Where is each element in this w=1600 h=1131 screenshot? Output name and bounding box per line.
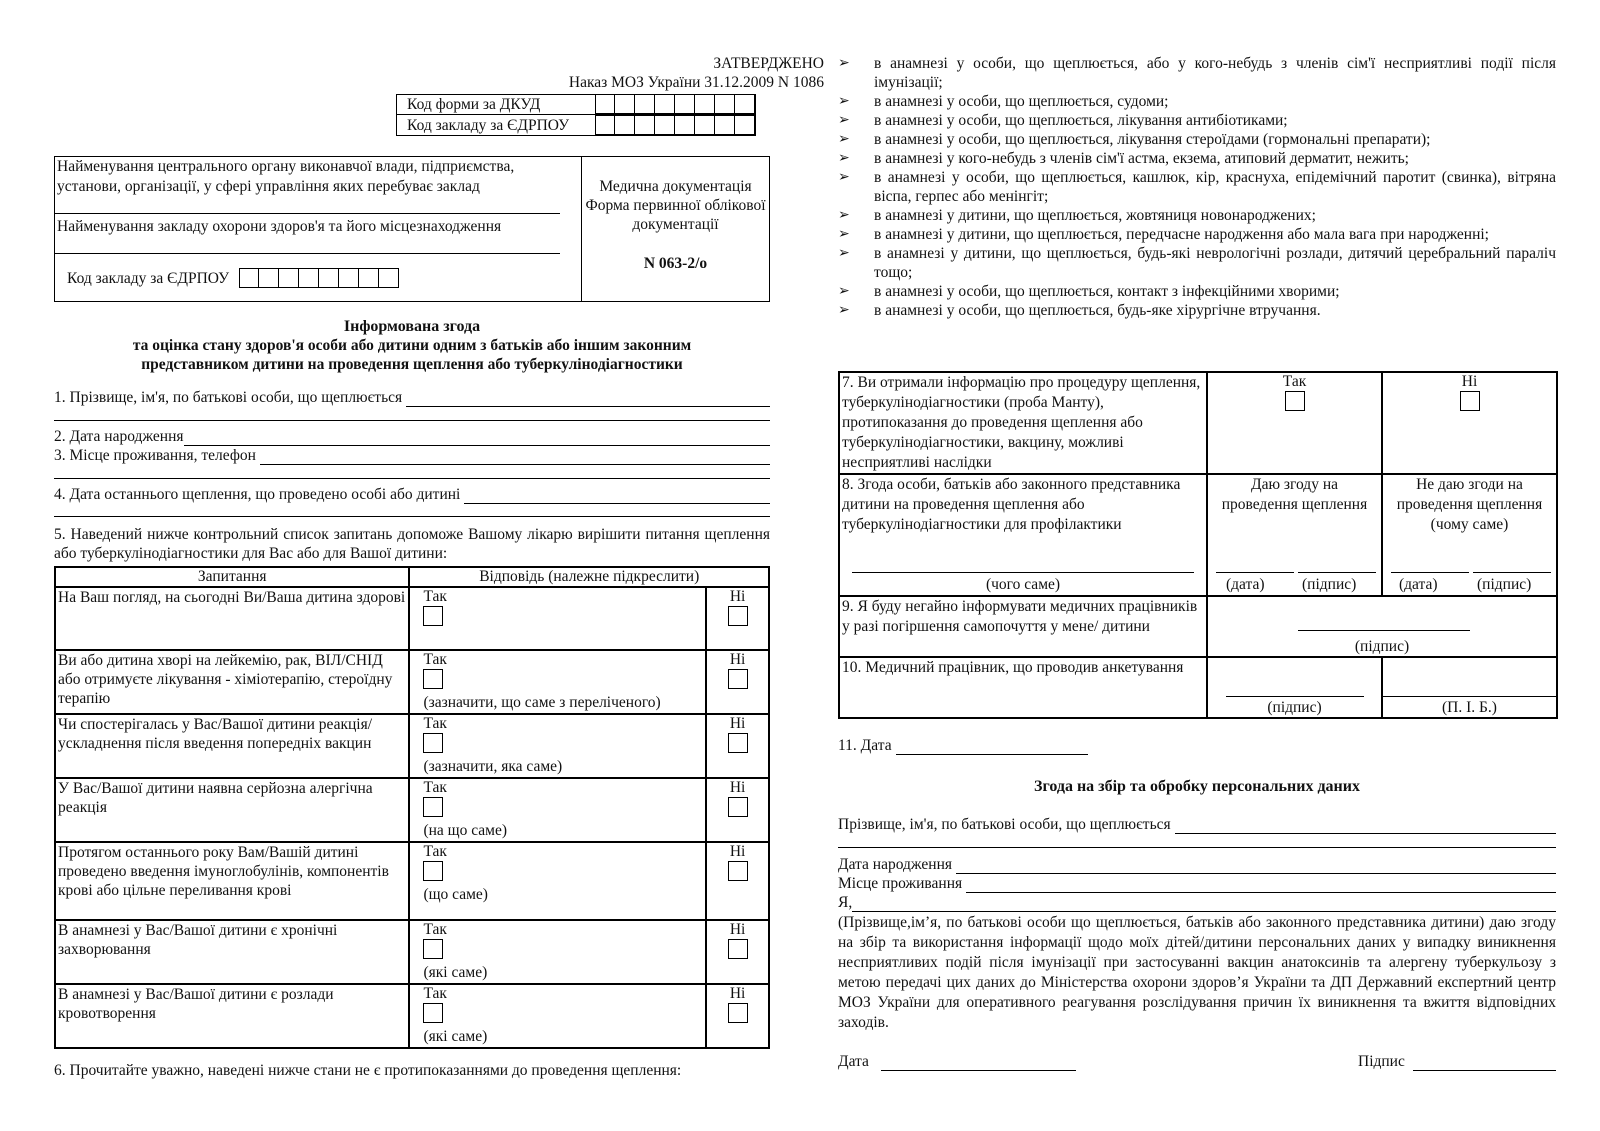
answer-note: (які саме) <box>423 1028 488 1045</box>
question-row <box>55 984 769 1048</box>
q10-sign-cell <box>1207 657 1382 718</box>
pd-sign <box>1358 1052 1556 1071</box>
title-block <box>54 317 770 374</box>
answer-no-cell <box>706 920 769 984</box>
q7-no-label: Ні <box>1461 373 1478 390</box>
q7-yes-checkbox[interactable] <box>1285 391 1305 411</box>
answer-no-label: Ні <box>729 588 746 605</box>
q7-yes-cell <box>1207 372 1382 474</box>
list-item: ➢ в анамнезі у дитини, що щеплюється, жовтяниця новонароджених; <box>838 206 1556 225</box>
answer-yes-label: Так <box>423 651 447 668</box>
answer-no-cell <box>706 650 769 714</box>
question-text: Чи спостерігалась у Вас/Вашої дитини реакція/ускладнення після введення попередніх вакцин <box>55 714 409 778</box>
answer-no-cell <box>706 778 769 842</box>
q8-cell <box>839 474 1207 596</box>
field-dob-label: 2. Дата народження <box>54 428 184 445</box>
pd-dob-input[interactable] <box>956 860 1556 874</box>
answer-yes-cell <box>409 984 706 1048</box>
facility-label: Найменування закладу охорони здоров'я та його місцезнаходження <box>57 218 502 235</box>
field-name-input[interactable] <box>406 393 770 407</box>
answer-yes-checkbox[interactable] <box>423 861 443 881</box>
answer-no-label: Ні <box>729 715 746 732</box>
field-date11-label: 11. Дата <box>838 737 892 754</box>
answer-yes-label: Так <box>423 985 447 1002</box>
answer-no-checkbox[interactable] <box>728 606 748 626</box>
approval-block <box>474 54 824 92</box>
pd-sign-label: Підпис <box>1358 1053 1405 1070</box>
answer-no-cell <box>706 842 769 920</box>
answer-yes-checkbox[interactable] <box>423 733 443 753</box>
answer-yes-checkbox[interactable] <box>423 797 443 817</box>
q8-text: 8. Згода особи, батьків або законного представника дитини на проведення щеплення або туберкулінодіагностики для профілактики <box>842 476 1181 533</box>
answer-note: (які саме) <box>423 964 488 981</box>
answer-yes-checkbox[interactable] <box>423 669 443 689</box>
approved-label: ЗАТВЕРДЖЕНО <box>713 55 824 72</box>
list-item: ➢ в анамнезі у дитини, що щеплюється, будь-які неврологічні розлади, дитячий церебральний параліч тощо; <box>838 244 1556 282</box>
question-text: На Ваш погляд, на сьогодні Ви/Ваша дитина здорові <box>55 587 409 650</box>
form-number: N 063-2/o <box>643 255 708 272</box>
form-code-row <box>396 94 756 115</box>
col-question-header: Запитання <box>55 567 409 587</box>
q8-what-label: (чого саме) <box>985 576 1061 593</box>
q10-sign-line[interactable] <box>1226 696 1364 697</box>
field-last-vaccination <box>54 485 770 504</box>
pd-sign-input[interactable] <box>1413 1057 1556 1071</box>
pd-date-label: Дата <box>838 1053 869 1070</box>
order-label: Наказ МОЗ України 31.12.2009 N 1086 <box>568 74 824 91</box>
doc-line1: Медична документація <box>599 178 752 195</box>
q9-sign-label: (підпис) <box>1354 638 1410 655</box>
q8-agree-date-line[interactable] <box>1216 572 1294 573</box>
field-last-vaccination-label: 4. Дата останнього щеплення, що проведено особі або дитині <box>54 486 461 503</box>
list-item: ➢ в анамнезі у особи, що щеплюється, лікування стероїдами (гормональні препарати); <box>838 130 1556 149</box>
answer-no-label: Ні <box>729 985 746 1002</box>
answer-yes-cell <box>409 778 706 842</box>
field-dob-input[interactable] <box>184 432 771 446</box>
pd-dob-label: Дата народження <box>838 856 952 873</box>
list-item: ➢ в анамнезі у кого-небудь з членів сім'ї астма, екзема, атиповий дерматит, нежить; <box>838 149 1556 168</box>
item6-label: 6. Прочитайте уважно, наведені нижче стани не є протипоказаннями до проведення щеплення: <box>54 1062 682 1079</box>
answer-yes-cell <box>409 650 706 714</box>
q8-disagree-cell <box>1382 474 1557 596</box>
answer-no-checkbox[interactable] <box>728 797 748 817</box>
answer-yes-cell <box>409 587 706 650</box>
field-last-vaccination-input[interactable] <box>464 490 770 504</box>
q8-agree-date-label: (дата) <box>1226 576 1265 593</box>
q10-fio-label: (П. І. Б.) <box>1442 699 1497 716</box>
field-residence-label: 3. Місце проживання, телефон <box>54 447 256 464</box>
answer-no-checkbox[interactable] <box>728 669 748 689</box>
q8-what-line[interactable] <box>852 572 1194 573</box>
field-residence <box>54 446 770 465</box>
question-text: Протягом останнього року Вам/Вашій дитині проведено введення імуноглобулінів, компонентів крові або цільне переливання крові <box>55 842 409 920</box>
q9-text: 9. Я буду негайно інформувати медичних працівників у разі погіршення самопочуття у мене/ дитини <box>839 596 1207 657</box>
q8-disagree-date-label: (дата) <box>1399 576 1438 593</box>
q8-disagree-sign-line[interactable] <box>1473 572 1551 573</box>
pd-name-input[interactable] <box>1175 820 1556 834</box>
answer-no-checkbox[interactable] <box>728 939 748 959</box>
edrpou-row <box>67 268 399 288</box>
question-row <box>55 842 769 920</box>
pd-name-line2[interactable] <box>838 847 1556 848</box>
list-item: ➢ в анамнезі у особи, що щеплюється, лікування антибіотиками; <box>838 111 1556 130</box>
doc-line2: Форма первинної облікової документації <box>585 197 766 233</box>
pd-residence-input[interactable] <box>966 879 1556 893</box>
field-last-vaccination-line2[interactable] <box>54 516 770 517</box>
pd-dob <box>838 855 1556 874</box>
answer-no-checkbox[interactable] <box>728 1003 748 1023</box>
pd-date <box>838 1052 1076 1071</box>
list-item: ➢ в анамнезі у особи, що щеплюється, судоми; <box>838 92 1556 111</box>
question-text: У Вас/Вашої дитини наявна серйозна алергічна реакція <box>55 778 409 842</box>
pd-i <box>838 893 1556 912</box>
field-residence-input[interactable] <box>260 451 770 465</box>
list-item: ➢ в анамнезі у особи, що щеплюється, контакт з інфекційними хворими; <box>838 282 1556 301</box>
answer-no-label: Ні <box>729 921 746 938</box>
inst-code-row <box>396 115 756 136</box>
q10-sign-label: (підпис) <box>1267 699 1322 716</box>
pd-name-label: Прізвище, ім'я, по батькові особи, що щеплюється <box>838 816 1171 833</box>
form-code-boxes[interactable] <box>595 94 755 114</box>
answer-no-label: Ні <box>729 779 746 796</box>
q8-agree-sign-label: (підпис) <box>1302 576 1357 593</box>
question-text: Ви або дитина хворі на лейкемію, рак, ВІЛ/СНІД або отримуєте лікування - хіміотерапію, стероїдну терапію <box>55 650 409 714</box>
list-item: ➢ в анамнезі у дитини, що щеплюється, передчасне народження або мала вага при народженні; <box>838 225 1556 244</box>
organization-left <box>55 157 582 301</box>
pd-date-input[interactable] <box>881 1057 1076 1071</box>
field-checklist-intro: 5. Наведений нижче контрольний список запитань допоможе Вашому лікарю вирішити питання щеплення або туберкулінодіагностики для Вас або для Вашої дитини: <box>54 526 770 562</box>
pd-body: (Прізвище,ім’я, по батькові особи що щеплюється, батьків або законного представника дитини) даю згоду на збір та використання інформації щодо моїх дітей/дитини персональних даних у випадку виникнення несприятливих подій після імунізації при застосуванні вакцин анатоксинів та алергену туберкульозу з метою передачі цих даних до Міністерства охорони здоров’я України та ДП Державний експертний центр МОЗ України для оперативного реагування розслідування причин їх виникнення та вжиття відповідних заходів. <box>838 914 1556 1031</box>
q9-sign-line[interactable] <box>1298 630 1470 631</box>
list-item: ➢ в анамнезі у особи, що щеплюється, або у кого-небудь з членів сім'ї несприятливі події після імунізації; <box>838 54 1556 92</box>
field-name-line2[interactable] <box>54 420 770 421</box>
q7-no-cell <box>1382 372 1557 474</box>
page-title: Інформована згода <box>343 318 481 335</box>
not-contraindications-list <box>838 54 1556 320</box>
q8-disagree-sign-label: (підпис) <box>1477 576 1532 593</box>
central-org-line <box>55 213 560 214</box>
field-date11 <box>838 736 1088 755</box>
answer-yes-cell <box>409 920 706 984</box>
central-org-label: Найменування центрального органу виконавчої влади, підприємства, установи, організації, у сфері управління яких перебуває заклад <box>57 158 515 195</box>
field-date11-input[interactable] <box>896 741 1088 755</box>
q7-yes-label: Так <box>1282 373 1307 390</box>
question-row <box>55 650 769 714</box>
page-subtitle: та оцінка стану здоров'я особи або дитини одним з батьків або іншим законним представником дитини на проведення щеплення або туберкулінодіагностики <box>132 337 692 373</box>
answer-no-checkbox[interactable] <box>728 861 748 881</box>
q8-agree-label: Даю згоду на проведення щеплення <box>1221 476 1368 513</box>
documentation-block <box>582 157 769 273</box>
pd-name <box>838 815 1556 834</box>
list-item: ➢ в анамнезі у особи, що щеплюється, кашлюк, кір, краснуха, епідемічний паротит (свинка), вітряна віспа, герпес або менінгіт; <box>838 168 1556 206</box>
field-name-label: 1. Прізвище, ім'я, по батькові особи, що щеплюється <box>54 389 403 406</box>
questions-table <box>54 566 770 1049</box>
answer-note: (на що саме) <box>423 822 508 839</box>
answer-yes-checkbox[interactable] <box>423 1003 443 1023</box>
answer-note: (зазначити, що саме з переліченого) <box>423 694 661 711</box>
answer-yes-label: Так <box>423 715 447 732</box>
question-text: В анамнезі у Вас/Вашої дитини є розлади кровотворення <box>55 984 409 1048</box>
answer-yes-checkbox[interactable] <box>423 606 443 626</box>
edrpou-boxes[interactable] <box>239 268 399 288</box>
answer-yes-label: Так <box>423 843 447 860</box>
edrpou-label: Код закладу за ЄДРПОУ <box>67 269 230 287</box>
question-row <box>55 714 769 778</box>
q10-text: 10. Медичний працівник, що проводив анкетування <box>839 657 1207 718</box>
answer-no-cell <box>706 984 769 1048</box>
pd-i-input[interactable] <box>852 898 1556 912</box>
answer-yes-label: Так <box>423 921 447 938</box>
pd-residence-label: Місце проживання <box>838 875 963 892</box>
answer-note: (що саме) <box>423 886 488 903</box>
answer-yes-checkbox[interactable] <box>423 939 443 959</box>
pd-i-label: Я, <box>838 894 853 911</box>
answer-yes-cell <box>409 714 706 778</box>
inst-code-boxes[interactable] <box>595 115 755 135</box>
col-answer-header: Відповідь (належне підкреслити) <box>409 567 769 587</box>
answer-yes-label: Так <box>423 779 447 796</box>
consent-table <box>838 371 1556 719</box>
field-residence-line2[interactable] <box>54 478 770 479</box>
inst-code-label: Код закладу за ЄДРПОУ <box>407 116 570 134</box>
q10-fio-line[interactable] <box>1383 696 1556 697</box>
facility-line <box>55 253 560 254</box>
answer-no-label: Ні <box>729 651 746 668</box>
answer-yes-cell <box>409 842 706 920</box>
field-dob <box>54 427 770 446</box>
answer-no-label: Ні <box>729 843 746 860</box>
question-row <box>55 778 769 842</box>
q7-text: 7. Ви отримали інформацію про процедуру щеплення, туберкулінодіагностики (проба Манту), протипоказання до проведення щеплення або туберкулінодіагностики, вакцину, можливі несприятливі наслідки <box>839 372 1207 474</box>
form-code-label: Код форми за ДКУД <box>407 96 541 113</box>
list-item: ➢ в анамнезі у особи, що щеплюється, будь-яке хірургічне втручання. <box>838 301 1556 320</box>
field-name <box>54 388 770 407</box>
organization-box <box>54 156 770 302</box>
question-text: В анамнезі у Вас/Вашої дитини є хронічні захворювання <box>55 920 409 984</box>
q7-no-checkbox[interactable] <box>1460 391 1480 411</box>
q8-disagree-date-line[interactable] <box>1391 572 1469 573</box>
answer-no-checkbox[interactable] <box>728 733 748 753</box>
answer-note: (зазначити, яка саме) <box>423 758 563 775</box>
question-row <box>55 587 769 650</box>
q8-disagree-label: Не даю згоди на проведення щеплення (чому саме) <box>1396 476 1543 533</box>
answer-no-cell <box>706 714 769 778</box>
q8-agree-cell <box>1207 474 1382 596</box>
q8-agree-sign-line[interactable] <box>1298 572 1376 573</box>
code-table <box>396 94 756 136</box>
pd-residence <box>838 874 1556 893</box>
answer-yes-label: Так <box>423 588 447 605</box>
answer-no-cell <box>706 587 769 650</box>
q10-fio-cell <box>1382 657 1557 718</box>
questions-body <box>55 587 769 1048</box>
personal-data-title: Згода на збір та обробку персональних даних <box>1034 778 1360 795</box>
q9-sign-cell <box>1207 596 1557 657</box>
question-row <box>55 920 769 984</box>
